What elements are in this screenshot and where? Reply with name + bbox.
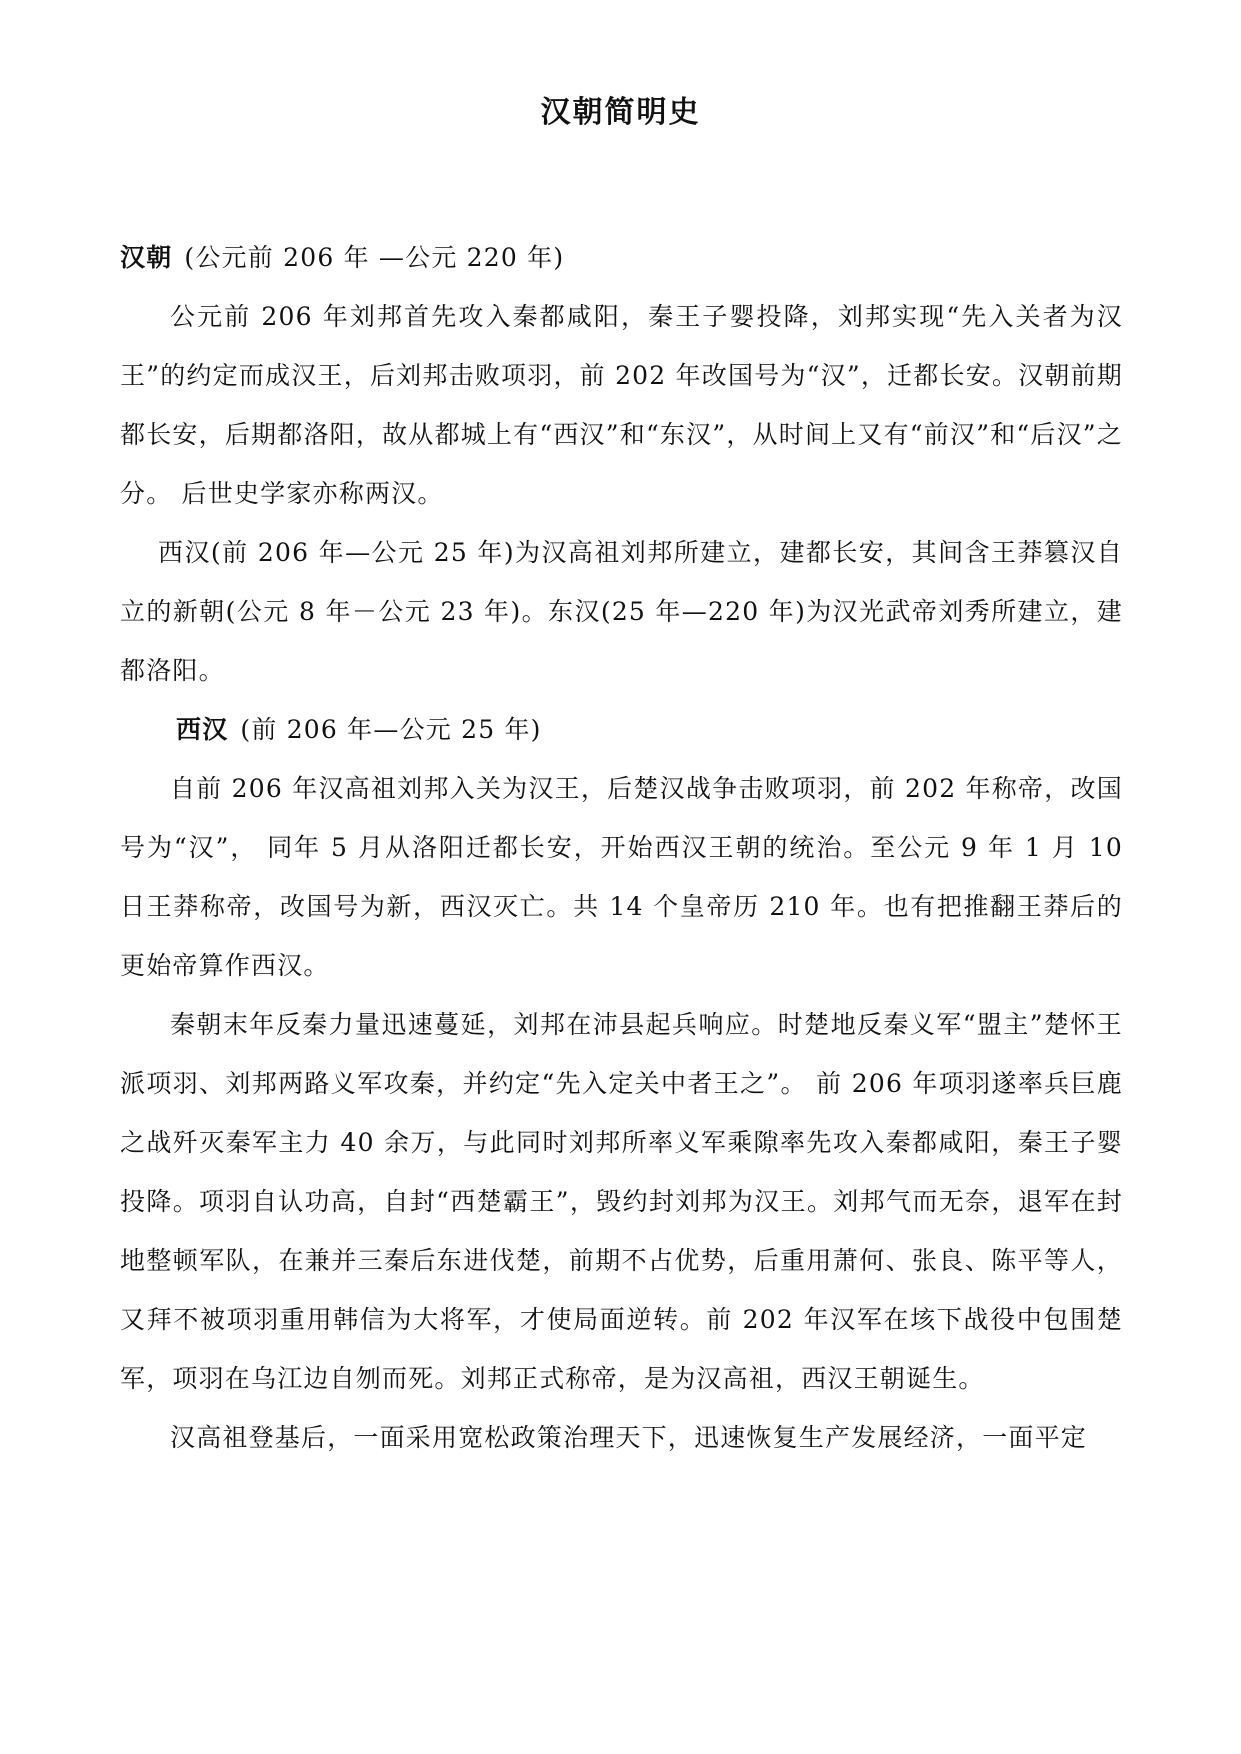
section-heading-xihan	[120, 700, 1123, 759]
document-body	[120, 228, 1123, 1467]
section-heading-range: (前 206 年—公元 25 年)	[240, 715, 542, 744]
paragraph: 公元前 206 年刘邦首先攻入秦都咸阳，秦王子婴投降，刘邦实现“先入关者为汉王”的约定而成汉王，后刘邦击败项羽，前 202 年改国号为“汉”，迁都长安。汉朝前期都长安，后期都洛阳，故从都城上有“西汉”和“东汉”，从时间上又有“前汉”和“后汉”之分。 后世史学家亦称两汉。	[120, 302, 1123, 508]
paragraph: 汉高祖登基后，一面采用宽松政策治理天下，迅速恢复生产发展经济，一面平定	[170, 1423, 1088, 1452]
section-heading-name: 西汉	[176, 715, 229, 744]
section-heading-name: 汉朝	[120, 243, 173, 272]
document-title: 汉朝简明史	[540, 95, 701, 130]
paragraph: 西汉(前 206 年—公元 25 年)为汉高祖刘邦所建立，建都长安，其间含王莽篡汉自立的新朝(公元 8 年－公元 23 年)。东汉(25 年—220 年)为汉光武帝刘秀所建立，建都洛阳。	[120, 538, 1123, 685]
section-heading-han	[120, 228, 1123, 287]
section-heading-range: (公元前 206 年 —公元 220 年)	[184, 243, 565, 272]
paragraph: 自前 206 年汉高祖刘邦入关为汉王，后楚汉战争击败项羽，前 202 年称帝，改国号为“汉”， 同年 5 月从洛阳迁都长安，开始西汉王朝的统治。至公元 9 年 1 月 10 日王莽称帝，改国号为新，西汉灭亡。共 14 个皇帝历 210 年。也有把推翻王莽后的更始帝算作西汉。	[120, 774, 1123, 980]
paragraph: 秦朝末年反秦力量迅速蔓延，刘邦在沛县起兵响应。时楚地反秦义军“盟主”楚怀王派项羽、刘邦两路义军攻秦，并约定“先入定关中者王之”。 前 206 年项羽遂率兵巨鹿之战歼灭秦军主力 40 余万，与此同时刘邦所率义军乘隙率先攻入秦都咸阳，秦王子婴投降。项羽自认功高，自封“西楚霸王”，毁约封刘邦为汉王。刘邦气而无奈，退军在封地整顿军队，在兼并三秦后东进伐楚，前期不占优势，后重用萧何、张良、陈平等人，又拜不被项羽重用韩信为大将军，才使局面逆转。前 202 年汉军在垓下战役中包围楚军，项羽在乌江边自刎而死。刘邦正式称帝，是为汉高祖，西汉王朝诞生。	[120, 1010, 1123, 1393]
